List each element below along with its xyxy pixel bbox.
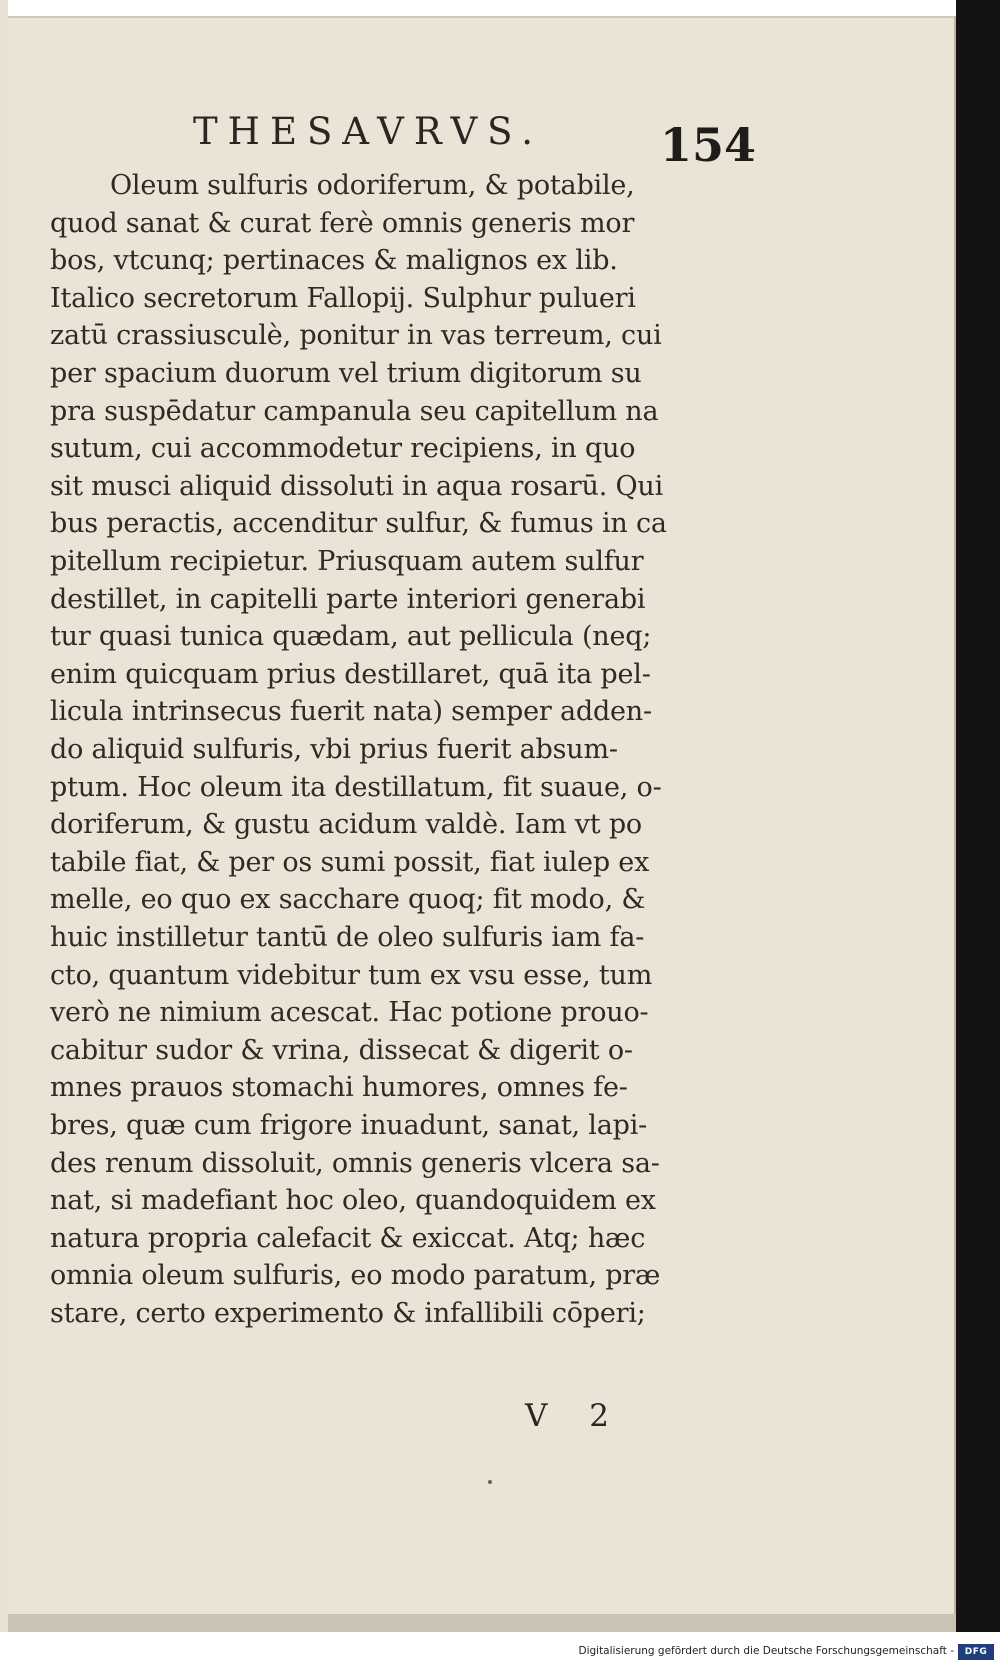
text-line: per spacium duorum vel trium digitorum su <box>50 358 642 389</box>
scan-left-edge <box>0 0 8 1632</box>
page-number: 154 <box>660 118 757 172</box>
text-line: Oleum sulfuris odoriferum, & potabile, <box>110 170 635 201</box>
text-line: enim quicquam prius destillaret, quā ita pel- <box>50 658 651 690</box>
signature-mark: V 2 <box>525 1398 625 1434</box>
text-line: ptum. Hoc oleum ita destillatum, fit suaue, o- <box>50 771 662 803</box>
text-line: pra suspēdatur campanula seu capitellum na <box>50 395 659 427</box>
text-line: stare, certo experimento & infallibili cōperi; <box>50 1298 646 1329</box>
text-line: quod sanat & curat ferè omnis generis mor <box>50 207 635 239</box>
scan-right-edge <box>956 0 1000 1632</box>
text-line: bos, vtcunq; pertinaces & malignos ex lib. <box>50 245 618 277</box>
text-line: cto, quantum videbitur tum ex vsu esse, tum <box>50 959 653 991</box>
text-line: bres, quæ cum frigore inuadunt, sanat, lapi- <box>50 1110 648 1141</box>
text-line: sit musci aliquid dissoluti in aqua rosarū. Qui <box>50 470 664 502</box>
text-line: zatū crassiusculè, ponitur in vas terreum, cui <box>50 320 662 352</box>
text-line: sutum, cui accommodetur recipiens, in quo <box>50 433 636 465</box>
text-line: bus peractis, accenditur sulfur, & fumus in ca <box>50 508 667 540</box>
paper-speck <box>488 1480 492 1484</box>
text-line: nat, si madefiant hoc oleo, quandoquidem ex <box>50 1185 656 1217</box>
page-bottom-shadow <box>8 1614 956 1632</box>
digitization-footer <box>0 1642 1000 1663</box>
funding-notice: Digitalisierung gefördert durch die Deutsche Forschungsgemeinschaft - <box>578 1645 954 1657</box>
text-line: cabitur sudor & vrina, dissecat & digerit o- <box>50 1034 633 1066</box>
dfg-logo: DFG <box>958 1644 994 1660</box>
text-line: Italico secretorum Fallopij. Sulphur pulueri <box>50 282 636 314</box>
text-line: tur quasi tunica quædam, aut pellicula (neq; <box>50 621 652 653</box>
text-line: do aliquid sulfuris, vbi prius fuerit absum- <box>50 734 618 765</box>
text-line: des renum dissoluit, omnis generis vlcera sa- <box>50 1147 660 1179</box>
text-line: mnes prauos stomachi humores, omnes fe- <box>50 1072 628 1104</box>
running-title: THESAVRVS. <box>193 110 543 153</box>
text-line: huic instilletur tantū de oleo sulfuris iam fa- <box>50 922 645 953</box>
text-line: pitellum recipietur. Priusquam autem sulfur <box>50 546 644 577</box>
text-line: destillet, in capitelli parte interiori generabi <box>50 583 646 615</box>
text-line: licula intrinsecus fuerit nata) semper adden- <box>50 696 652 728</box>
text-line: omnia oleum sulfuris, eo modo paratum, præ <box>50 1260 661 1292</box>
text-line: natura propria calefacit & exiccat. Atq; hæc <box>50 1222 646 1254</box>
text-line: tabile fiat, & per os sumi possit, fiat iulep ex <box>50 846 650 878</box>
text-line: melle, eo quo ex sacchare quoq; fit modo, & <box>50 884 646 916</box>
text-line: doriferum, & gustu acidum valdè. Iam vt po <box>50 809 642 841</box>
text-line: verò ne nimium acescat. Hac potione prouo- <box>50 997 649 1029</box>
